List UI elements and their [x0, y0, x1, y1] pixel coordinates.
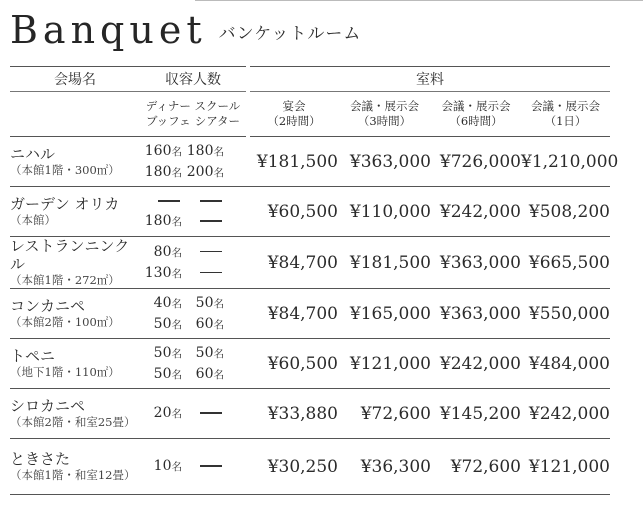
capacity-unit: 名 — [171, 166, 182, 179]
capacity-cell — [140, 289, 246, 339]
venue-name: トペニ — [10, 347, 56, 365]
price-cell: ¥363,000 — [431, 289, 521, 339]
venue-header: 会場名 — [10, 67, 140, 92]
capacity-number: 180 — [144, 213, 172, 229]
price-cell: ¥121,000 — [338, 339, 431, 389]
capacity-unit: 名 — [171, 246, 182, 259]
dinner-buffet-label: ディナー ブッフェ — [145, 99, 191, 128]
capacity-line — [140, 242, 246, 263]
capacity-line — [140, 211, 246, 232]
header-row-1 — [10, 67, 610, 92]
venue-cell — [10, 339, 140, 389]
price-cell: ¥72,600 — [431, 439, 521, 495]
price-cell: ¥242,000 — [431, 339, 521, 389]
venue-name: コンカニペ — [10, 297, 86, 315]
price-cell: ¥145,200 — [431, 389, 521, 439]
capacity-unit: 名 — [171, 368, 182, 381]
fee-col-3h: 会議・展示会 （3時間） — [338, 92, 431, 137]
price-cell: ¥72,600 — [338, 389, 431, 439]
capacity-value — [140, 343, 182, 364]
price-cell: ¥550,000 — [521, 289, 610, 339]
capacity-line — [140, 191, 246, 211]
capacity-number: 50 — [153, 344, 172, 361]
dash — [200, 465, 222, 467]
title-main: Banquet — [10, 8, 207, 52]
venue-cell — [10, 237, 140, 289]
table-row — [10, 389, 610, 439]
capacity-number: 50 — [153, 365, 172, 382]
price-cell: ¥665,500 — [521, 237, 610, 289]
capacity-line — [140, 293, 246, 314]
venue-name: ときさた — [10, 450, 71, 468]
price-cell: ¥726,000 — [431, 137, 521, 187]
capacity-value — [140, 242, 182, 263]
capacity-header: 収容人数 — [140, 67, 246, 92]
capacity-line — [140, 162, 246, 183]
venue-cell — [10, 389, 140, 439]
capacity-unit: 名 — [171, 461, 182, 473]
dash — [200, 251, 222, 253]
venue-detail: （本館） — [10, 213, 56, 227]
capacity-unit: 名 — [213, 318, 224, 331]
capacity-unit: 名 — [171, 347, 182, 360]
capacity-cell — [140, 389, 246, 439]
dash — [200, 412, 222, 414]
capacity-unit: 名 — [213, 166, 224, 179]
capacity-number: 50 — [195, 294, 214, 311]
capacity-number: 40 — [153, 294, 172, 311]
capacity-value — [182, 293, 224, 314]
capacity-line — [140, 141, 246, 162]
capacity-unit: 名 — [213, 347, 224, 360]
fee-col-banquet: 宴会 （2時間） — [250, 92, 338, 137]
capacity-value — [182, 314, 224, 335]
price-cell: ¥30,250 — [250, 439, 338, 495]
capacity-line — [140, 314, 246, 335]
capacity-line — [140, 456, 246, 477]
price-cell: ¥508,200 — [521, 187, 610, 237]
capacity-number: 80 — [153, 243, 172, 260]
venue-name: レストランニンクル — [10, 237, 130, 273]
capacity-value — [182, 162, 224, 183]
capacity-cell — [140, 339, 246, 389]
price-cell: ¥1,210,000 — [521, 137, 610, 187]
capacity-value — [182, 141, 224, 162]
price-cell: ¥242,000 — [521, 389, 610, 439]
capacity-value — [140, 364, 182, 385]
price-cell: ¥60,500 — [250, 187, 338, 237]
price-cell: ¥363,000 — [431, 237, 521, 289]
fee-col-6h: 会議・展示会 （6時間） — [431, 92, 521, 137]
capacity-number: 50 — [195, 344, 214, 361]
venue-detail: （本館1階・300㎡） — [10, 163, 120, 177]
capacity-unit: 名 — [213, 368, 224, 381]
venue-detail: （地下1階・110㎡） — [10, 365, 120, 379]
capacity-number: 60 — [195, 365, 214, 382]
table-row — [10, 187, 610, 237]
capacity-number: 10 — [153, 458, 172, 474]
capacity-number: 160 — [144, 142, 172, 159]
capacity-value — [182, 343, 224, 364]
venue-name: ニハル — [10, 145, 56, 163]
price-cell: ¥181,500 — [338, 237, 431, 289]
capacity-value — [140, 191, 182, 211]
capacity-value — [182, 456, 224, 476]
capacity-cell — [140, 187, 246, 237]
capacity-cell — [140, 137, 246, 187]
price-cell: ¥60,500 — [250, 339, 338, 389]
capacity-value — [182, 242, 224, 262]
price-cell: ¥33,880 — [250, 389, 338, 439]
price-cell: ¥181,500 — [250, 137, 338, 187]
capacity-number: 180 — [186, 142, 214, 159]
price-cell: ¥121,000 — [521, 439, 610, 495]
header-row-2 — [10, 92, 610, 137]
price-cell: ¥363,000 — [338, 137, 431, 187]
capacity-value — [182, 263, 224, 283]
capacity-value — [182, 191, 224, 211]
capacity-value — [140, 263, 182, 284]
price-cell: ¥242,000 — [431, 187, 521, 237]
capacity-line — [140, 403, 246, 424]
capacity-value — [182, 364, 224, 385]
capacity-number: 180 — [144, 163, 172, 180]
dash — [200, 220, 222, 222]
price-cell: ¥36,300 — [338, 439, 431, 495]
venue-detail: （本館1階・和室12畳） — [10, 468, 136, 482]
capacity-unit: 名 — [171, 267, 182, 280]
table-row — [10, 289, 610, 339]
dash — [200, 200, 222, 202]
page-title — [10, 4, 361, 50]
price-cell: ¥110,000 — [338, 187, 431, 237]
capacity-number: 20 — [153, 405, 172, 421]
table-row — [10, 339, 610, 389]
capacity-line — [140, 343, 246, 364]
price-cell: ¥84,700 — [250, 237, 338, 289]
capacity-line — [140, 364, 246, 385]
venue-detail: （本館2階・100㎡） — [10, 315, 120, 329]
capacity-unit: 名 — [213, 297, 224, 310]
capacity-unit: 名 — [171, 408, 182, 420]
fee-header: 室料 — [250, 67, 610, 92]
venue-cell — [10, 439, 140, 495]
capacity-unit: 名 — [171, 145, 182, 158]
capacity-value — [182, 403, 224, 423]
capacity-value — [140, 211, 182, 232]
venue-detail: （本館2階・和室25畳） — [10, 415, 136, 429]
venue-detail: （本館1階・272㎡） — [10, 273, 120, 287]
capacity-number: 130 — [144, 264, 172, 281]
capacity-unit: 名 — [171, 216, 182, 228]
capacity-value — [182, 211, 224, 231]
venue-name: ガーデン オリカ — [10, 195, 120, 213]
school-theater-label: スクール シアター — [194, 99, 241, 128]
capacity-line — [140, 263, 246, 284]
capacity-subheader — [140, 92, 246, 137]
capacity-unit: 名 — [171, 297, 182, 310]
capacity-cell — [140, 439, 246, 495]
capacity-value — [140, 456, 182, 477]
price-cell: ¥484,000 — [521, 339, 610, 389]
fee-col-1d: 会議・展示会 （1日） — [521, 92, 610, 137]
top-rule — [195, 0, 643, 1]
dash — [158, 200, 180, 202]
capacity-value — [140, 162, 182, 183]
price-cell: ¥165,000 — [338, 289, 431, 339]
table-row — [10, 137, 610, 187]
capacity-value — [140, 293, 182, 314]
capacity-number: 50 — [153, 315, 172, 332]
capacity-unit: 名 — [213, 145, 224, 158]
capacity-number: 200 — [186, 163, 214, 180]
capacity-value — [140, 141, 182, 162]
dash — [200, 272, 222, 274]
venue-cell — [10, 137, 140, 187]
venue-name: シロカニペ — [10, 397, 86, 415]
capacity-value — [140, 314, 182, 335]
capacity-value — [140, 403, 182, 424]
table-row — [10, 237, 610, 289]
table-row — [10, 439, 610, 495]
title-sub: バンケットルーム — [218, 24, 362, 44]
capacity-unit: 名 — [171, 318, 182, 331]
price-cell: ¥84,700 — [250, 289, 338, 339]
banquet-table — [10, 66, 619, 495]
capacity-cell — [140, 237, 246, 289]
venue-cell — [10, 187, 140, 237]
venue-cell — [10, 289, 140, 339]
capacity-number: 60 — [195, 315, 214, 332]
